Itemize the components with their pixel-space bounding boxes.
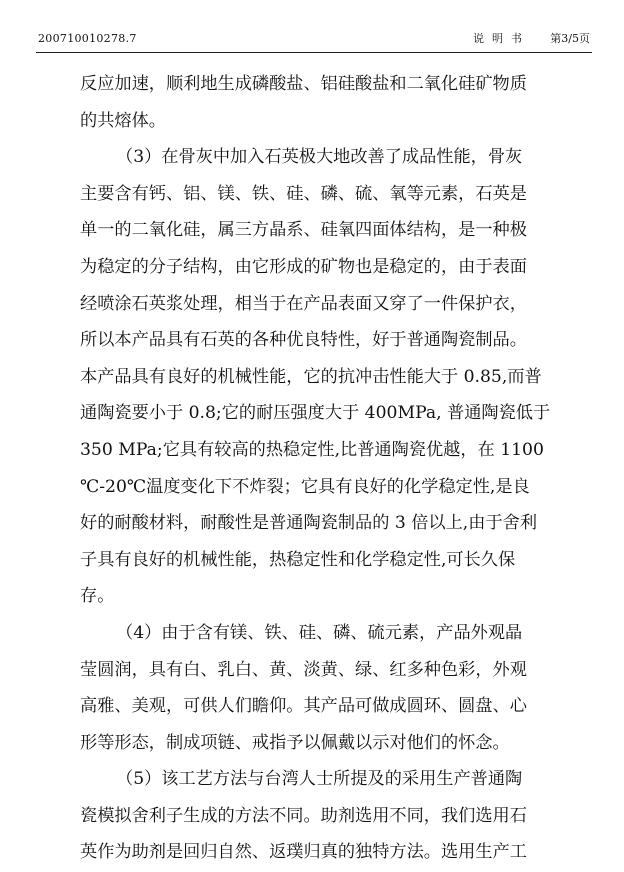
text-line: 莹圆润，具有白、乳白、黄、淡黄、绿、红多种色彩，外观	[80, 659, 527, 680]
page-header	[38, 30, 590, 50]
page-number: 第3/5页	[550, 32, 590, 45]
text-line: 瓷模拟舍利子生成的方法不同。助剂选用不同，我们选用石	[80, 805, 527, 826]
document-title: 说明书	[473, 32, 530, 45]
text-line: 存。	[80, 586, 115, 607]
text-line: 的共熔体。	[80, 110, 166, 131]
document-body	[80, 66, 560, 871]
paragraph-5-start: （5）该工艺方法与台湾人士所提及的采用生产普通陶	[116, 769, 523, 790]
paragraph-3-start: （3）在骨灰中加入石英极大地改善了成品性能，骨灰	[116, 147, 523, 168]
text-line: 350 MPa;它具有较高的热稳定性,比普通陶瓷优越，在 1100	[80, 439, 544, 460]
text-line: 经喷涂石英浆处理，相当于在产品表面又穿了一件保护衣，	[80, 293, 527, 314]
document-number: 200710010278.7	[38, 32, 137, 45]
text-line: 为稳定的分子结构，由它形成的矿物也是稳定的，由于表面	[80, 256, 527, 277]
text-line: 所以本产品具有石英的各种优良特性，好于普通陶瓷制品。	[80, 330, 527, 351]
text-line: 通陶瓷要小于 0.8;它的耐压强度大于 400MPa, 普通陶瓷低于	[80, 403, 551, 424]
text-line: 主要含有钙、铝、镁、铁、硅、磷、硫、氧等元素，石英是	[80, 183, 527, 204]
text-line: ℃-20℃温度变化下不炸裂；它具有良好的化学稳定性,是良	[80, 476, 530, 497]
text-line: 英作为助剂是回归自然、返璞归真的独特方法。选用生产工	[80, 842, 527, 863]
text-line: 反应加速，顺利地生成磷酸盐、铝硅酸盐和二氧化硅矿物质	[80, 74, 527, 94]
text-line: 本产品具有良好的机械性能，它的抗冲击性能大于 0.85,而普	[80, 366, 542, 387]
text-line: 单一的二氧化硅，属三方晶系、硅氧四面体结构，是一种极	[80, 220, 527, 241]
paragraph-4-start: （4）由于含有镁、铁、硅、磷、硫元素，产品外观晶	[116, 622, 523, 643]
text-line: 子具有良好的机械性能，热稳定性和化学稳定性,可长久保	[80, 549, 516, 570]
header-divider	[36, 52, 592, 53]
text-line: 形等形态，制成项链、戒指予以佩戴以示对他们的怀念。	[80, 732, 510, 753]
text-line: 高雅、美观，可供人们瞻仰。其产品可做成圆环、圆盘、心	[80, 696, 527, 717]
text-line: 好的耐酸材料，耐酸性是普通陶瓷制品的 3 倍以上,由于舍利	[80, 513, 538, 534]
